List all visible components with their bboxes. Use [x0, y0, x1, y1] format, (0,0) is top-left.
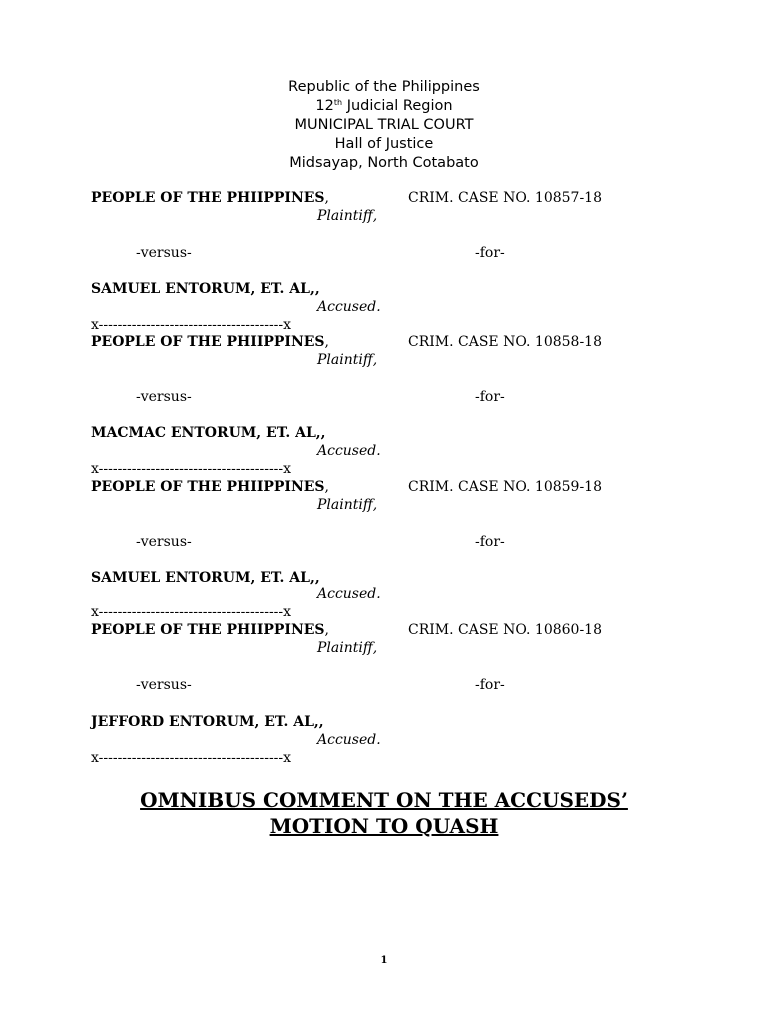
plaintiff-role: Plaintiff, — [317, 352, 378, 368]
case-number: CRIM. CASE NO. 10860-18 — [408, 622, 602, 638]
plaintiff-role: Plaintiff, — [317, 497, 378, 513]
plaintiff-role: Plaintiff, — [317, 208, 378, 224]
plaintiff-role: Plaintiff, — [317, 640, 378, 656]
document-title — [0, 787, 768, 839]
separator-line: x---------------------------------------x — [91, 317, 292, 333]
header-court: MUNICIPAL TRIAL COURT — [294, 117, 474, 133]
header-location: Midsayap, North Cotabato — [289, 155, 479, 171]
accused-name: SAMUEL ENTORUM, ET. AL,, — [91, 281, 320, 297]
case-number: CRIM. CASE NO. 10858-18 — [408, 334, 602, 350]
for-label: -for- — [475, 677, 505, 693]
title-line-1: OMNIBUS COMMENT ON THE ACCUSEDS’ — [140, 788, 628, 812]
separator-line: x---------------------------------------x — [91, 750, 292, 766]
header-hall: Hall of Justice — [334, 136, 434, 152]
page-number: 1 — [380, 955, 388, 966]
accused-role: Accused. — [317, 443, 381, 459]
title-line-2: MOTION TO QUASH — [269, 814, 499, 838]
accused-name: SAMUEL ENTORUM, ET. AL,, — [91, 570, 320, 586]
header-region: 12th Judicial Region — [315, 98, 453, 114]
versus-label: -versus- — [136, 389, 192, 405]
case-number: CRIM. CASE NO. 10859-18 — [408, 479, 602, 495]
accused-name: JEFFORD ENTORUM, ET. AL,, — [91, 714, 324, 730]
case-number: CRIM. CASE NO. 10857-18 — [408, 190, 602, 206]
court-header — [0, 78, 768, 173]
plaintiff-name: PEOPLE OF THE PHIIPPINES, — [91, 334, 329, 350]
versus-label: -versus- — [136, 534, 192, 550]
versus-label: -versus- — [136, 245, 192, 261]
header-republic: Republic of the Philippines — [288, 79, 480, 95]
plaintiff-name: PEOPLE OF THE PHIIPPINES, — [91, 479, 329, 495]
plaintiff-name: PEOPLE OF THE PHIIPPINES, — [91, 622, 329, 638]
for-label: -for- — [475, 534, 505, 550]
separator-line: x---------------------------------------x — [91, 461, 292, 477]
accused-name: MACMAC ENTORUM, ET. AL,, — [91, 425, 326, 441]
accused-role: Accused. — [317, 586, 381, 602]
accused-role: Accused. — [317, 732, 381, 748]
for-label: -for- — [475, 245, 505, 261]
for-label: -for- — [475, 389, 505, 405]
versus-label: -versus- — [136, 677, 192, 693]
plaintiff-name: PEOPLE OF THE PHIIPPINES, — [91, 190, 329, 206]
separator-line: x---------------------------------------x — [91, 604, 292, 620]
accused-role: Accused. — [317, 299, 381, 315]
